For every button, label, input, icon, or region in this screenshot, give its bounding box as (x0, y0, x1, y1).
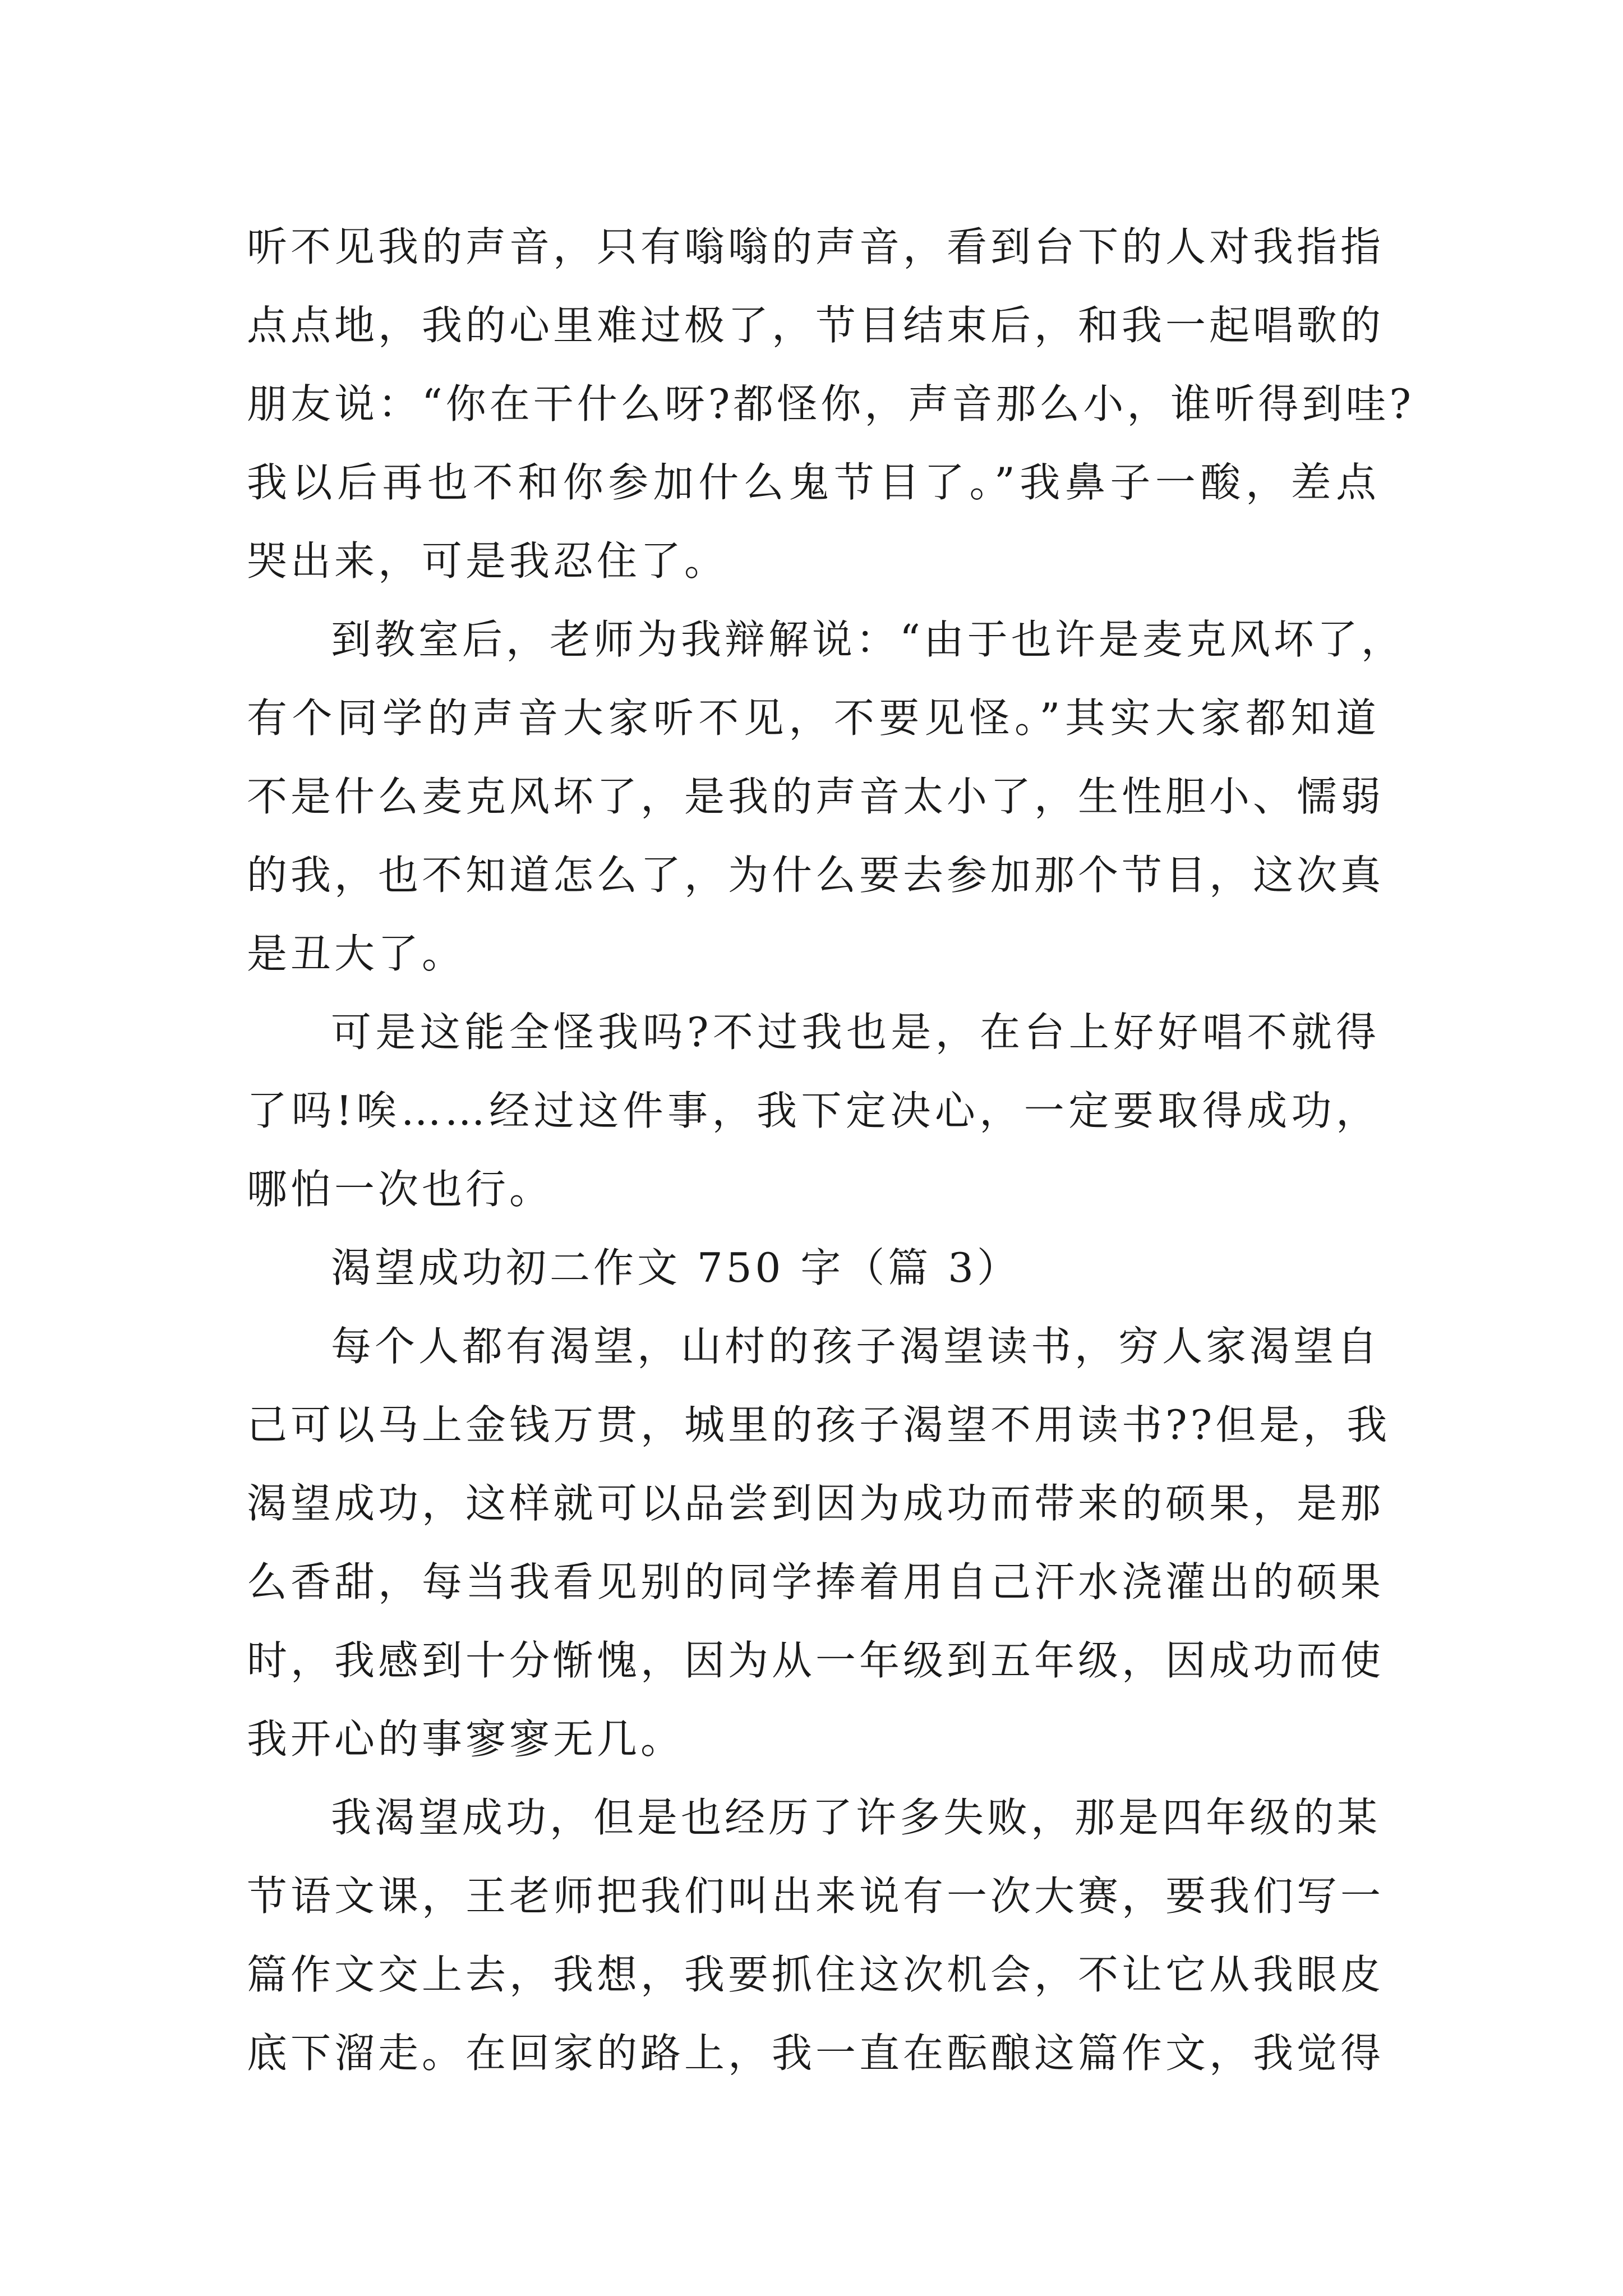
text-line: 有个同学的声音大家听不见，不要见怪。”其实大家都知道 (247, 694, 1380, 742)
text-line: 点点地，我的心里难过极了，节目结束后，和我一起唱歌的 (247, 302, 1385, 349)
text-line: 可是这能全怪我吗?不过我也是，在台上好好唱不就得 (331, 1009, 1380, 1056)
text-line: 哪怕一次也行。 (247, 1166, 554, 1213)
text-line: 己可以马上金钱万贯，城里的孩子渴望不用读书??但是，我 (247, 1401, 1391, 1448)
section-heading (247, 1228, 1380, 1307)
text-line: 到教室后，老师为我辩解说：“由于也许是麦克风坏了， (331, 616, 1405, 663)
text-line: 的我，也不知道怎么了，为什么要去参加那个节目，这次真 (247, 852, 1385, 899)
text-line: 我开心的事寥寥无几。 (247, 1715, 685, 1763)
text-line: 我以后再也不和你参加什么鬼节目了。”我鼻子一酸，差点 (247, 459, 1380, 506)
text-line: 我渴望成功，但是也经历了许多失败，那是四年级的某 (331, 1794, 1381, 1841)
heading-text: 渴望成功初二作文 750 字（篇 3） (331, 1244, 1021, 1291)
text-line: 了吗!唉……经过这件事，我下定决心，一定要取得成功， (247, 1087, 1380, 1134)
text-line: 哭出来，可是我忍住了。 (247, 537, 728, 585)
text-line: 时，我感到十分惭愧，因为从一年级到五年级，因成功而使 (247, 1637, 1385, 1684)
text-line: 不是什么麦克风坏了，是我的声音太小了，生性胆小、懦弱 (247, 773, 1385, 820)
text-line: 底下溜走。在回家的路上，我一直在酝酿这篇作文，我觉得 (247, 2030, 1385, 2077)
text-line: 朋友说：“你在干什么呀?都怪你，声音那么小，谁听得到哇? (247, 380, 1415, 427)
text-line: 听不见我的声音，只有嗡嗡的声音，看到台下的人对我指指 (247, 223, 1385, 270)
paragraph-3 (247, 993, 1380, 1228)
body-text (247, 208, 1415, 2092)
text-line: 节语文课，王老师把我们叫出来说有一次大赛，要我们写一 (247, 1872, 1385, 1920)
text-line: 么香甜，每当我看见别的同学捧着用自己汗水浇灌出的硕果 (247, 1558, 1385, 1605)
paragraph-1 (247, 208, 1415, 600)
paragraph-2 (247, 600, 1405, 993)
text-line: 每个人都有渴望，山村的孩子渴望读书，穷人家渴望自 (331, 1323, 1381, 1370)
paragraph-4 (247, 1307, 1391, 1778)
text-line: 是丑大了。 (247, 930, 466, 977)
paragraph-5 (247, 1778, 1385, 2092)
text-line: 渴望成功，这样就可以品尝到因为成功而带来的硕果，是那 (247, 1480, 1385, 1527)
text-line: 篇作文交上去，我想，我要抓住这次机会，不让它从我眼皮 (247, 1951, 1385, 1998)
